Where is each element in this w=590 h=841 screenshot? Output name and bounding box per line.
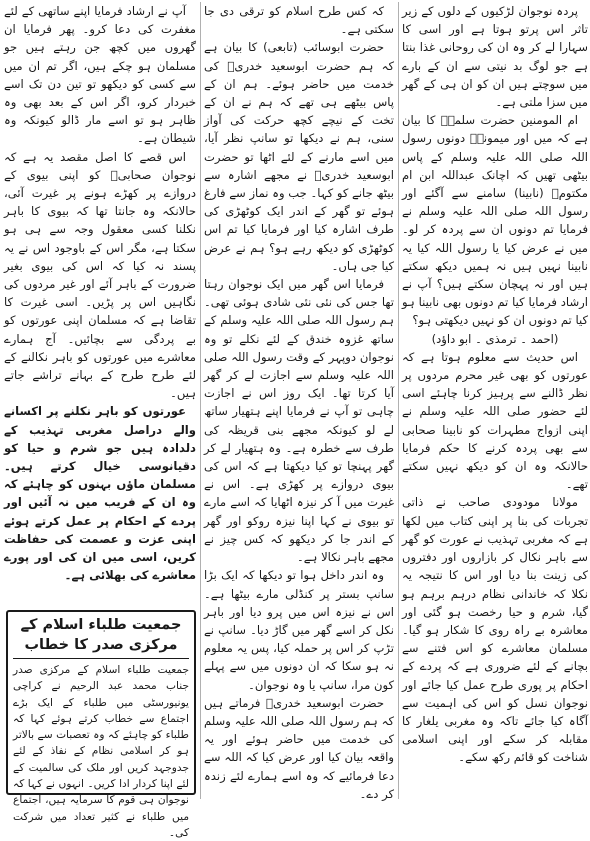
column-divider [200,2,201,799]
column-divider [398,2,399,799]
article-paragraph: آپ نے ارشاد فرمایا اپنے ساتھی کے لئے مغفرت کی دعا کرو۔ پھر فرمایا ان گھروں میں کچھ جن رہتے ہیں جو مسلمان ہو چکے ہیں، اگر تم ان میں سے کسی کو دیکھو تو تین دن تک اسے خبردار کرو، اگر اس کے بعد بھی وہ ظاہر ہو تو اسے مار ڈالو کیونکہ وہ شیطان ہے۔ [4,4,196,146]
article-paragraph: پردہ نوجوان لڑکیوں کے دلوں کے زیر تاثر اس پرتو ہوتا ہے اور اسی کا سہارا لے کر وہ ان کی روحانی غذا بنتا ہے جو لوگ بد نیتی سے ان کے بارے میں سوچتے ہیں ان کو ان ہی کے گھر میں سزا ملتی ہے۔ [402,4,588,110]
article-column-left [4,2,196,607]
hadith-reference: (احمد ۔ ترمذی ۔ ابو داؤد) [431,331,559,346]
news-box [6,610,196,839]
article-column-middle [204,2,394,799]
news-headline: جمعیت طلباء اسلام کے مرکزی صدر کا خطاب [13,615,189,659]
article-paragraph: فرمایا اس گھر میں ایک نوجوان رہتا تھا جس کی نئی نئی شادی ہوئی تھی۔ ہم رسول اللہ صلی اللہ علیہ وسلم کے ساتھ غزوہ خندق کے لئے نکلے تو وہ نوجوان دوپہر کے وقت رسول اللہ صلی اللہ علیہ وسلم سے اجازت لے کر گھر آیا کرتا تھا۔ ایک روز اس نے اجازت چاہی تو آپ نے فرمایا اپنے ہتھیار ساتھ لے لو کیونکہ مجھے بنی قریظہ کی طرف سے خطرہ ہے۔ وہ ہتھیار لے کر گھر پہنچا تو کیا دیکھتا ہے کہ اس کی بیوی دروازے پر کھڑی ہے۔ اس نے غیرت میں آ کر نیزہ اٹھایا کہ اسے مارے تو بیوی نے کہا اپنا نیزہ روکو اور گھر کے اندر جا کر دیکھو کہ کس چیز نے مجھے باہر نکالا ہے۔ [204,277,394,565]
article-paragraph: حضرت ابوسائب (تابعی) کا بیان ہے کہ ہم حضرت ابوسعید خدریؓ کی خدمت میں حاضر ہوئے۔ ہم ان کے پاس بیٹھے ہی تھے کہ ہم نے ان کے تخت کے نیچے کچھ حرکت کی آواز سنی، ہم نے دیکھا تو سانپ نظر آیا، میں اسے مارنے کے لئے اٹھا تو حضرت ابوسعید خدریؓ نے مجھے اشارہ سے بیٹھ جانے کو کہا۔ جب وہ نماز سے فارغ ہوئے تو گھر کے اندر ایک کوٹھڑی کی طرف اشارہ کیا اور فرمایا کیا تم اس کوٹھڑی کو دیکھ رہے ہو؟ ہم نے عرض کیا جی ہاں۔ [203,40,394,273]
article-paragraph: اس قصے کا اصل مقصد یہ ہے کہ نوجوان صحابیؓ کو اپنی بیوی کے دروازے پر کھڑے ہونے پر غیرت آئی، حالانکہ وہ جانتا تھا کہ بیوی کا باہر نکلنا کسی معقول وجہ سے ہی ہو سکتا ہے، مگر اس کے باوجود اس نے یہ پسند نہ کیا کہ اس کی بیوی بغیر ضرورت کے باہر آئے اور غیر مردوں کی نگاہیں اس پر پڑیں۔ اسی غیرت کا تقاضا ہے کہ مسلمان اپنی عورتوں کو بے پردگی سے بچائیں۔ آج ہمارے معاشرے میں عورتوں کو باہر نکالنے کے لئے طرح طرح کے بہانے تراشے جاتے ہیں۔ [4,149,196,401]
news-body: جمعیت طلباء اسلام کے مرکزی صدر جناب محمد عبد الرحیم نے کراچی یونیورسٹی میں طلباء کے ایک بڑے اجتماع سے خطاب کرتے ہوئے کہا کہ طلباء کو چاہئے کہ وہ تعصبات سے بالاتر ہو کر اسلامی نظام کے نفاذ کے لئے جدوجہد کریں اور ملک کی سالمیت کے لئے اپنا کردار ادا کریں۔ انہوں نے کہا کہ نوجوان ہی قوم کا سرمایہ ہیں، اجتماع میں طلباء نے کثیر تعداد میں شرکت کی۔ [13,664,189,839]
article-paragraph: وہ اندر داخل ہوا تو دیکھا کہ ایک بڑا سانپ بستر پر کنڈلی مارے بیٹھا ہے۔ اس نے نیزہ اس میں پرو دیا اور باہر نکل کر اسے گھر میں گاڑ دیا۔ سانپ نے تڑپ کر اس پر حملہ کیا، پس یہ معلوم نہ ہو سکا کہ ان دونوں میں سے پہلے کون مرا، سانپ یا وہ نوجوان۔ [204,568,394,692]
article-paragraph: ام المومنین حضرت سلمہؓ کا بیان ہے کہ میں اور میمونہؓ دونوں رسول اللہ صلی اللہ علیہ وسلم کے پاس بیٹھی تھیں کہ اچانک عبداللہ ابن ام مکتومؓ (نابینا) سامنے سے آگئے اور رسول اللہ صلی اللہ علیہ وسلم نے فرمایا تم دونوں ان سے پردہ کر لو۔ میں نے عرض کیا یا رسول اللہ کیا یہ نابینا نہیں ہیں نہ ہمیں دیکھ سکتے ہیں اور نہ پہچان سکتے ہیں؟ آپ نے ارشاد فرمایا کیا تم دونوں بھی نابینا ہو کیا تم دونوں ان کو نہیں دیکھتی ہو؟ [402,113,588,328]
article-paragraph: مولانا مودودی صاحب نے ذاتی تجربات کی بنا پر اپنی کتاب میں لکھا ہے کہ مغربی تہذیب نے عورت کو گھر سے باہر نکال کر بازاروں اور دفتروں کی زینت بنا دیا اور اس کا نتیجہ یہ نکلا کہ خاندانی نظام درہم برہم ہو گیا، شرم و حیا رخصت ہو گئی اور معاشرہ بے راہ روی کا شکار ہو گیا۔ مسلمان معاشرے کو اس فتنے سے بچانے کے لئے ضروری ہے کہ پردے کے احکام پر پوری طرح عمل کیا جائے اور نوجوان نسل کو اس کی اہمیت سے آگاہ کیا جائے تاکہ وہ مغربی یلغار کا مقابلہ کر سکے اور اپنی اسلامی شناخت کو قائم رکھ سکے۔ [402,495,588,765]
article-paragraph: کہ کس طرح اسلام کو ترقی دی جا سکتی ہے۔ [204,4,394,37]
article-paragraph: حضرت ابوسعید خدریؓ فرماتے ہیں کہ ہم رسول اللہ صلی اللہ علیہ وسلم کی خدمت میں حاضر ہوئے اور یہ واقعہ بیان کیا اور عرض کیا کہ اللہ سے دعا فرمائیے کہ وہ اسے ہمارے لئے زندہ کر دے۔ [204,695,394,801]
article-column-right [402,2,588,799]
article-paragraph: اس حدیث سے معلوم ہوتا ہے کہ عورتوں کو بھی غیر محرم مردوں پر نظر ڈالنے سے پرہیز کرنا چاہئے اسی لئے حضور صلی اللہ علیہ وسلم نے اپنی ازواج مطہرات کو نابینا صحابی سے بھی پردہ کرنے کا حکم فرمایا حالانکہ وہ ان کو دیکھ نہیں سکتے تھے۔ [402,349,588,492]
article-paragraph-conclusion: عورتوں کو باہر نکلنے پر اکسانے والے دراصل مغربی تہذیب کے دلدادہ ہیں جو شرم و حیا کو دقیانوسی خیال کرتے ہیں۔ مسلمان ماؤں بہنوں کو چاہئے کہ وہ ان کے فریب میں نہ آئیں اور پردے کے احکام پر عمل کرتے ہوئے اپنی عزت و عصمت کی حفاظت کریں، اسی میں ان کی اور پورے معاشرے کی بھلائی ہے۔ [4,404,196,583]
